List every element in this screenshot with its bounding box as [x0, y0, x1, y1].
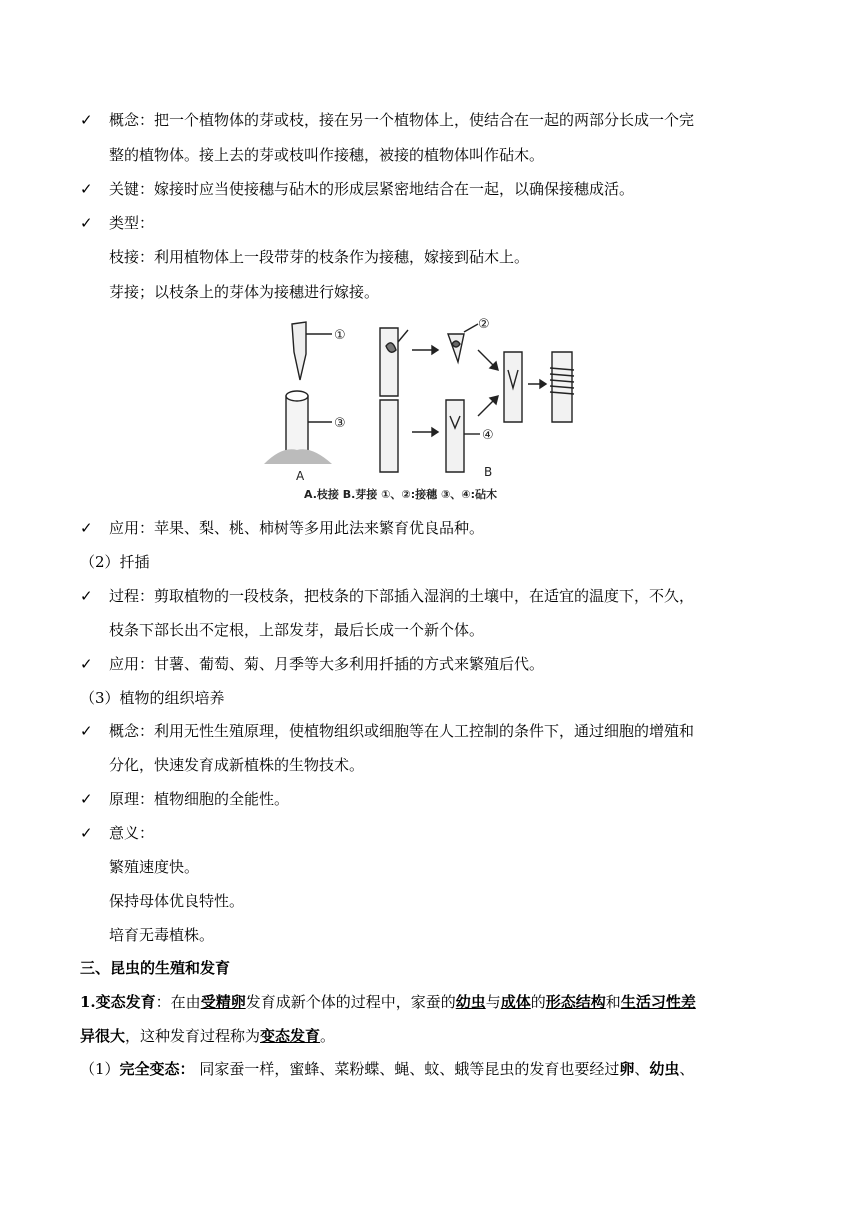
checkmark-icon: ✓: [80, 587, 93, 605]
branch-b1-shape: [380, 328, 398, 396]
checkmark-icon: ✓: [80, 722, 93, 740]
stock-b-shape: [446, 400, 464, 472]
checkmark-icon: ✓: [80, 111, 93, 129]
ground-shape: [264, 449, 332, 464]
checkmark-icon: ✓: [80, 790, 93, 808]
figure-caption: A.枝接 B.芽接 ①、②:接穗 ③、④:砧木: [304, 488, 497, 501]
label-3: ③: [334, 416, 346, 431]
grafting-figure: [262, 312, 596, 504]
bud-scion-shape: [448, 334, 464, 362]
checkmark-icon: ✓: [80, 519, 93, 537]
label-a: A: [296, 469, 305, 483]
label-1: ①: [334, 328, 346, 343]
checkmark-icon: ✓: [80, 180, 93, 198]
branch-b2-shape: [380, 400, 398, 472]
document-page: ✓ 概念：把一个植物体的芽或枝，接在另一个植物体上，使结合在一起的两部分长成一个完 整的植物体。接上去的芽或枝叫作接穗，被接的植物体叫作砧木。 ✓ 关键：嫁接时应当使接穗与砧木的形成层紧密地结合在一起，以确保接穗成活。 ✓ 类型： 枝接：利用植物体上一段带芽的枝条作为接穗，嫁接到砧木上。 芽接；以枝条上的芽体为接穗进行嫁接。 ① ③ ② ④ A B A.枝接 B.芽接 ①、②:接穗 ③、④:砧木 ✓ 应用：苹果、梨、桃、柿树等多用此法来繁育优良品种。 （2）扦插 ✓ 过程：剪取植物的一段枝条，把枝条的下部插入湿润的土壤中，在适宜的温度下，不久， 枝条下部长出不定根，上部发芽，最后长成一个新个体。 ✓ 应用：甘薯、葡萄、菊、月季等大多利用扦插的方式来繁殖后代。 （3）植物的组织培养 ✓ 概念：利用无性生殖原理，使植物组织或细胞等在人工控制的条件下，通过细胞的增殖和 分化，快速发育成新植株的生物技术。 ✓ 原理：植物细胞的全能性。 ✓ 意义： 繁殖速度快。 保持母体优良特性。 培育无毒植株。 三、昆虫的生殖和发育 1.变态发育：在由受精卵发育成新个体的过程中，家蚕的幼虫与成体的形态结构和生活习性差 异很大，这种发育过程称为变态发育。 （1）完全变态： 同家蚕一样，蜜蜂、菜粉蝶、蝇、蚊、蛾等昆虫的发育也要经过卵、幼虫、: [0, 0, 860, 1216]
checkmark-icon: ✓: [80, 655, 93, 673]
checkmark-icon: ✓: [80, 214, 93, 232]
scion-a-shape: [292, 322, 306, 380]
label-b: B: [484, 465, 493, 479]
label-2: ②: [478, 317, 490, 332]
label-4: ④: [482, 428, 494, 443]
checkmark-icon: ✓: [80, 824, 93, 842]
